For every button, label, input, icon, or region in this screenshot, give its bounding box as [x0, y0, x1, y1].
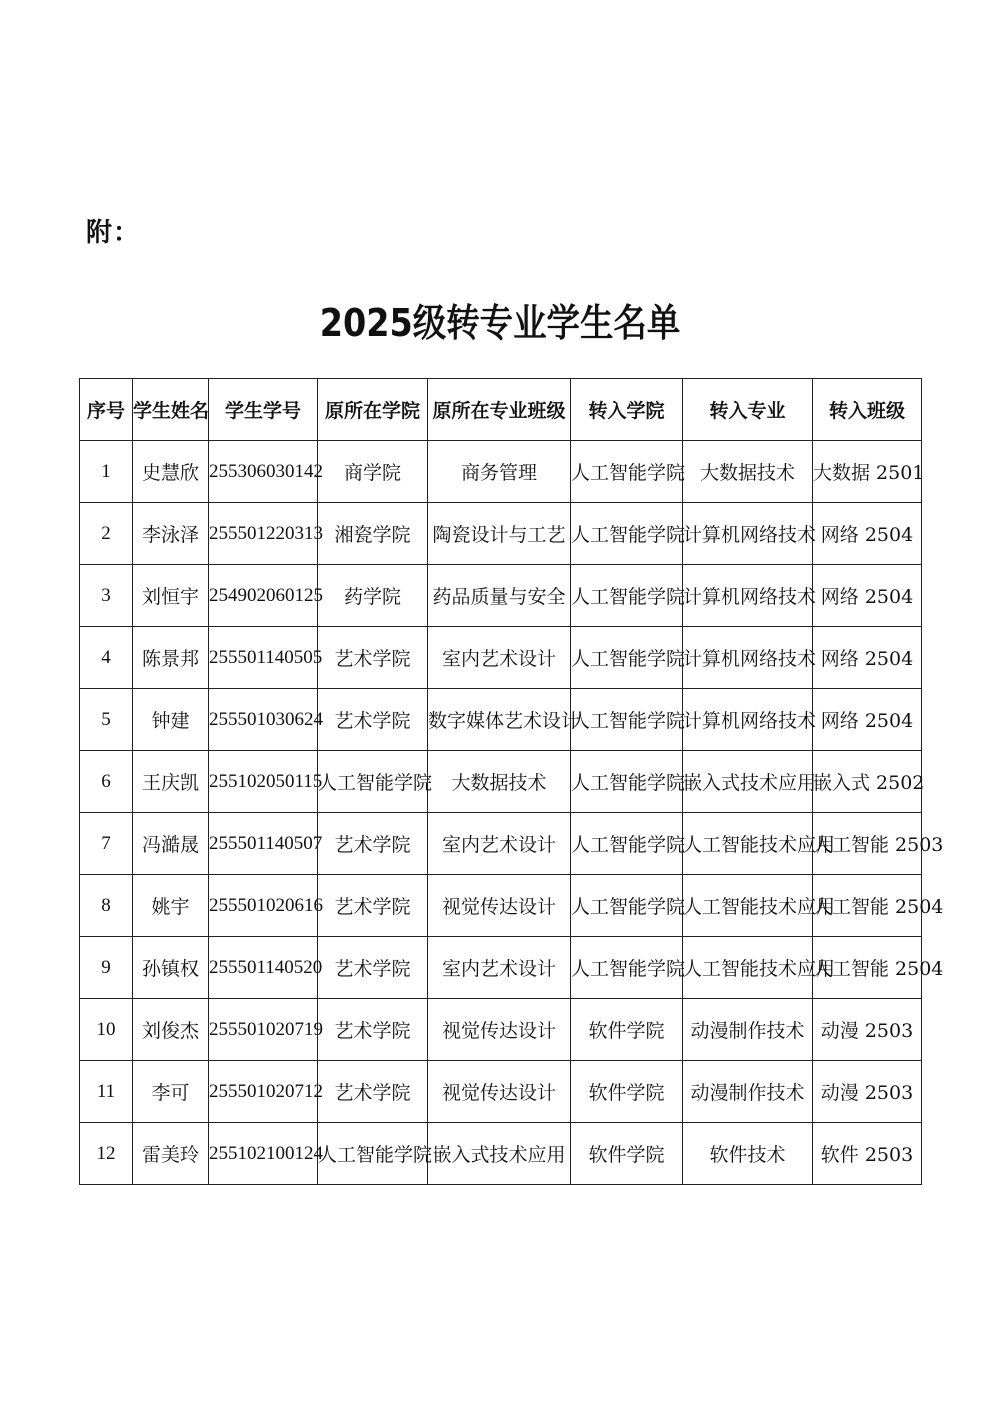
table-row [80, 565, 922, 627]
cell-original-college: 艺术学院 [318, 875, 428, 937]
cell-index: 1 [80, 441, 133, 503]
cell-index: 3 [80, 565, 133, 627]
cell-index: 10 [80, 999, 133, 1061]
cell-new-class: 动漫 2503 [813, 999, 922, 1061]
cell-original-major-class: 视觉传达设计 [428, 1061, 571, 1123]
table-row [80, 627, 922, 689]
cell-new-major: 动漫制作技术 [683, 1061, 813, 1123]
cell-original-major-class: 视觉传达设计 [428, 875, 571, 937]
cell-original-college: 药学院 [318, 565, 428, 627]
cell-student-id: 255102100124 [209, 1123, 318, 1185]
table-row [80, 1123, 922, 1185]
cell-new-major: 计算机网络技术 [683, 503, 813, 565]
table-row [80, 503, 922, 565]
cell-student-name: 孙镇权 [133, 937, 209, 999]
header-student-id: 学生学号 [209, 379, 318, 441]
cell-student-id: 254902060125 [209, 565, 318, 627]
table-row [80, 751, 922, 813]
cell-student-id: 255501140520 [209, 937, 318, 999]
cell-index: 11 [80, 1061, 133, 1123]
cell-new-college: 人工智能学院 [571, 875, 683, 937]
cell-student-name: 刘恒宇 [133, 565, 209, 627]
cell-original-major-class: 商务管理 [428, 441, 571, 503]
cell-index: 12 [80, 1123, 133, 1185]
cell-new-class: 网络 2504 [813, 503, 922, 565]
cell-index: 6 [80, 751, 133, 813]
cell-new-major: 软件技术 [683, 1123, 813, 1185]
cell-student-name: 钟建 [133, 689, 209, 751]
cell-new-college: 软件学院 [571, 999, 683, 1061]
cell-student-id: 255501020719 [209, 999, 318, 1061]
cell-new-college: 人工智能学院 [571, 441, 683, 503]
cell-student-name: 史慧欣 [133, 441, 209, 503]
cell-new-major: 计算机网络技术 [683, 627, 813, 689]
cell-new-class: 嵌入式 2502 [813, 751, 922, 813]
cell-new-college: 人工智能学院 [571, 813, 683, 875]
cell-new-major: 计算机网络技术 [683, 689, 813, 751]
cell-index: 8 [80, 875, 133, 937]
table-row [80, 937, 922, 999]
cell-new-college: 人工智能学院 [571, 503, 683, 565]
cell-index: 5 [80, 689, 133, 751]
cell-new-class: 人工智能 2503 [813, 813, 922, 875]
cell-new-class: 网络 2504 [813, 627, 922, 689]
cell-original-major-class: 药品质量与安全 [428, 565, 571, 627]
cell-original-college: 艺术学院 [318, 689, 428, 751]
cell-new-class: 软件 2503 [813, 1123, 922, 1185]
cell-original-college: 艺术学院 [318, 999, 428, 1061]
cell-original-college: 艺术学院 [318, 937, 428, 999]
cell-student-id: 255501020616 [209, 875, 318, 937]
cell-index: 2 [80, 503, 133, 565]
cell-new-class: 人工智能 2504 [813, 875, 922, 937]
cell-student-id: 255501220313 [209, 503, 318, 565]
cell-student-id: 255306030142 [209, 441, 318, 503]
cell-student-name: 冯澔晟 [133, 813, 209, 875]
cell-original-college: 人工智能学院 [318, 751, 428, 813]
cell-original-major-class: 室内艺术设计 [428, 813, 571, 875]
header-original-major-class: 原所在专业班级 [428, 379, 571, 441]
header-student-name: 学生姓名 [133, 379, 209, 441]
header-new-major: 转入专业 [683, 379, 813, 441]
cell-student-name: 李泳泽 [133, 503, 209, 565]
cell-student-name: 雷美玲 [133, 1123, 209, 1185]
cell-original-major-class: 室内艺术设计 [428, 627, 571, 689]
cell-new-major: 人工智能技术应用 [683, 875, 813, 937]
cell-student-id: 255501140507 [209, 813, 318, 875]
cell-index: 7 [80, 813, 133, 875]
table-header-row [80, 379, 922, 441]
cell-new-college: 软件学院 [571, 1061, 683, 1123]
cell-new-major: 嵌入式技术应用 [683, 751, 813, 813]
cell-new-college: 软件学院 [571, 1123, 683, 1185]
cell-student-name: 姚宇 [133, 875, 209, 937]
cell-original-college: 艺术学院 [318, 813, 428, 875]
header-original-college: 原所在学院 [318, 379, 428, 441]
cell-student-id: 255501140505 [209, 627, 318, 689]
cell-new-college: 人工智能学院 [571, 937, 683, 999]
attachment-label: 附： [86, 218, 141, 248]
header-index: 序号 [80, 379, 133, 441]
cell-student-name: 陈景邦 [133, 627, 209, 689]
cell-new-major: 动漫制作技术 [683, 999, 813, 1061]
cell-student-name: 李可 [133, 1061, 209, 1123]
cell-student-name: 王庆凯 [133, 751, 209, 813]
cell-original-college: 艺术学院 [318, 1061, 428, 1123]
cell-new-class: 网络 2504 [813, 689, 922, 751]
cell-original-major-class: 陶瓷设计与工艺 [428, 503, 571, 565]
cell-student-id: 255501020712 [209, 1061, 318, 1123]
transfer-students-table [79, 378, 944, 1185]
document-title: 2025级转专业学生名单 [319, 301, 681, 345]
table-row [80, 875, 922, 937]
cell-original-college: 湘瓷学院 [318, 503, 428, 565]
cell-index: 9 [80, 937, 133, 999]
cell-new-major: 人工智能技术应用 [683, 813, 813, 875]
table-row [80, 689, 922, 751]
header-new-class: 转入班级 [813, 379, 922, 441]
cell-new-major: 人工智能技术应用 [683, 937, 813, 999]
table-row [80, 441, 922, 503]
cell-new-class: 动漫 2503 [813, 1061, 922, 1123]
cell-new-college: 人工智能学院 [571, 751, 683, 813]
cell-original-major-class: 视觉传达设计 [428, 999, 571, 1061]
cell-new-class: 大数据 2501 [813, 441, 922, 503]
table-row [80, 1061, 922, 1123]
cell-original-college: 人工智能学院 [318, 1123, 428, 1185]
cell-original-college: 艺术学院 [318, 627, 428, 689]
cell-new-college: 人工智能学院 [571, 565, 683, 627]
cell-new-major: 计算机网络技术 [683, 565, 813, 627]
cell-original-major-class: 嵌入式技术应用 [428, 1123, 571, 1185]
cell-index: 4 [80, 627, 133, 689]
cell-new-class: 人工智能 2504 [813, 937, 922, 999]
cell-new-major: 大数据技术 [683, 441, 813, 503]
cell-original-college: 商学院 [318, 441, 428, 503]
table-row [80, 999, 922, 1061]
cell-new-class: 网络 2504 [813, 565, 922, 627]
header-new-college: 转入学院 [571, 379, 683, 441]
cell-student-name: 刘俊杰 [133, 999, 209, 1061]
cell-student-id: 255501030624 [209, 689, 318, 751]
table-row [80, 813, 922, 875]
cell-new-college: 人工智能学院 [571, 627, 683, 689]
cell-original-major-class: 室内艺术设计 [428, 937, 571, 999]
cell-student-id: 255102050115 [209, 751, 318, 813]
cell-original-major-class: 大数据技术 [428, 751, 571, 813]
cell-new-college: 人工智能学院 [571, 689, 683, 751]
cell-original-major-class: 数字媒体艺术设计 [428, 689, 571, 751]
